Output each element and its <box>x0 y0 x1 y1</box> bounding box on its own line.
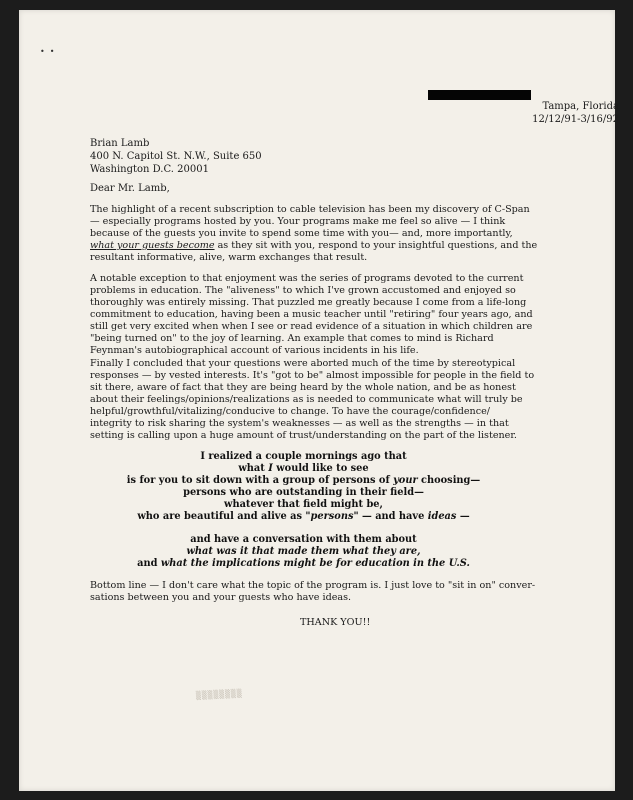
thank-you: THANK YOU!! <box>300 617 371 628</box>
p1-line-2: — especially programs hosted by you. Your programs make me feel so alive — I think <box>90 216 506 227</box>
c2-line-2: what was it that made them what they are, <box>186 546 421 557</box>
c1-line-3 <box>90 475 517 487</box>
c1-l6d: ideas <box>427 511 457 522</box>
p2-line: still get very excited when when I see or read evidence of a situation in which children are <box>90 321 533 332</box>
letter-header <box>419 100 619 126</box>
redaction-bar <box>428 90 531 100</box>
c1-l3a: is for you to sit down with a group of persons of <box>126 475 394 486</box>
p2-line: problems in education. The "aliveness" to which I've grown accustomed and enjoyed so <box>90 285 516 296</box>
p3-line: setting is calling upon a huge amount of trust/understanding on the part of the listener. <box>90 430 517 441</box>
c1-l2a: what <box>238 463 269 474</box>
centered-block-2 <box>90 534 517 570</box>
c1-line-6 <box>90 511 517 523</box>
paragraph-3 <box>90 358 535 442</box>
recipient-name: Brian Lamb <box>90 138 150 149</box>
c2-line-1: and have a conversation with them about <box>190 534 417 545</box>
p2-line: A notable exception to that enjoyment was the series of programs devoted to the current <box>90 273 524 284</box>
c1-l6e: — <box>456 511 470 522</box>
p2-line: Feynman's autobiographical account of various incidents in his life. <box>90 345 419 356</box>
c1-l6b: "persons" <box>305 511 359 522</box>
paragraph-2 <box>90 273 533 357</box>
recipient-city: Washington D.C. 20001 <box>90 164 209 175</box>
c1-line-4: persons who are outstanding in their field— <box>183 487 424 498</box>
p3-line: sit there, aware of fact that they are being heard by the whole nation, and be as honest <box>90 382 516 393</box>
c1-l3b: your <box>393 475 418 486</box>
p2-line: commitment to education, having been a music teacher until "retiring" four years ago, and <box>90 309 533 320</box>
emphasis-underlined: what your guests become <box>90 240 215 251</box>
p3-line: helpful/growthful/vitalizing/conducive to change. To have the courage/confidence/ <box>90 406 491 417</box>
closing-paragraph <box>90 580 536 604</box>
punch-marks: • • <box>40 47 55 56</box>
c1-line-5: whatever that field might be, <box>224 499 383 510</box>
p1-line-1: The highlight of a recent subscription to cable television has been my discovery of C-Span <box>90 204 530 215</box>
p3-line: about their feelings/opinions/realizations as is needed to communicate what will truly be <box>90 394 523 405</box>
c1-line-1: I realized a couple mornings ago that <box>200 451 407 462</box>
salutation: Dear Mr. Lamb, <box>90 183 170 194</box>
c1-l6c: — and have <box>358 511 428 522</box>
p1-line-4 <box>90 240 538 252</box>
p1-line-3: because of the guests you invite to spend some time with you— and, more importantly, <box>90 228 513 239</box>
p3-line: Finally I concluded that your questions were aborted much of the time by stereotypical <box>90 358 516 369</box>
closing-line-2: sations between you and your guests who have ideas. <box>90 592 352 603</box>
centered-block-1 <box>90 451 517 523</box>
c2-l3b: what the implications might be for education in the U.S. <box>160 558 470 569</box>
paragraph-1 <box>90 204 538 264</box>
p3-line: integrity to risk sharing the system's weaknesses — as well as the strengths — in that <box>90 418 509 429</box>
p3-line: responses — by vested interests. It's "got to be" almost impossible for people in the field to <box>90 370 535 381</box>
c1-l3c: choosing— <box>417 475 481 486</box>
recipient-street: 400 N. Capitol St. N.W., Suite 650 <box>90 151 262 162</box>
c1-line-2 <box>90 463 517 475</box>
c1-l2c: would like to see <box>272 463 369 474</box>
p2-line: "being turned on" to the joy of learning. An example that comes to mind is Richard <box>90 333 494 344</box>
c2-l3a: and <box>137 558 161 569</box>
c1-l2b: I <box>268 463 273 474</box>
faint-stamp-mark: ▒▒▒▒▒▒▒▒ <box>195 688 243 701</box>
dates-line: 12/12/91-3/16/92 <box>532 114 619 125</box>
p1-line-4-rest: as they sit with you, respond to your insightful questions, and the <box>214 240 538 251</box>
p1-line-5: resultant informative, alive, warm exchanges that result. <box>90 252 368 263</box>
recipient-address <box>90 137 262 176</box>
closing-line-1: Bottom line — I don't care what the topic of the program is. I just love to "sit in on" conver- <box>90 580 536 591</box>
c1-l6a: who are beautiful and alive as <box>137 511 306 522</box>
c2-line-3 <box>90 558 517 570</box>
p2-line: thoroughly was entirely missing. That puzzled me greatly because I come from a life-long <box>90 297 527 308</box>
place-line: Tampa, Florida <box>542 101 619 112</box>
